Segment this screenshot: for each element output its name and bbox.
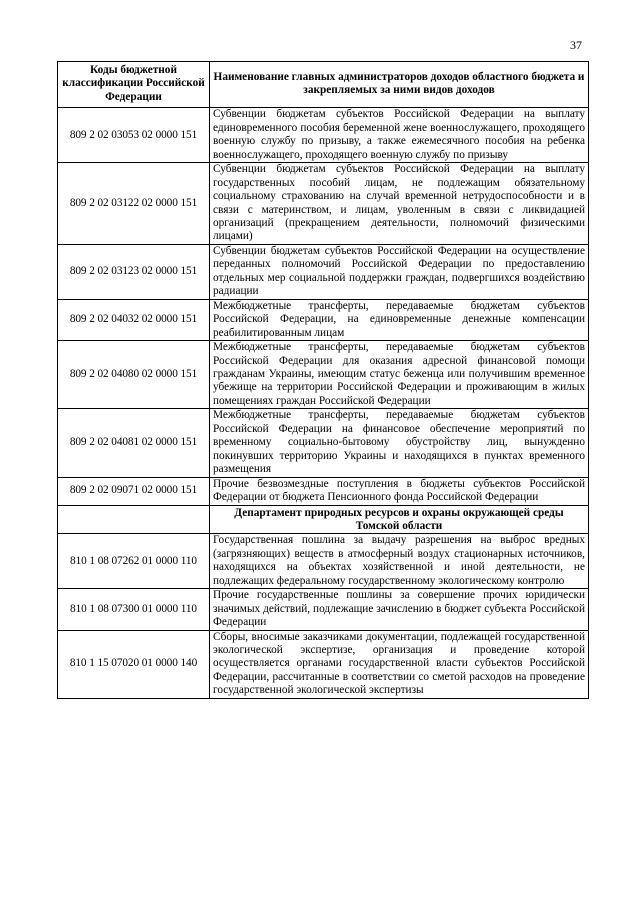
section-header-row [58,505,589,534]
revenue-description: Прочие государственные пошлины за совершение прочих юридически значимых действий, подлежащие зачислению в бюджет субъекта Российской Федерации [210,589,589,630]
revenue-description: Сборы, вносимые заказчиками документации, подлежащей государственной экологической экспертизе, организация и проведение которой осуществляется органами государственной власти субъектов Российской Федерации, рассчитанные в соответствии со сметой расходов на проведение государственной экологической экспертизы [210,630,589,698]
revenue-description: Государственная пошлина за выдачу разрешения на выброс вредных (загрязняющих) веществ в атмосферный воздух стационарных источников, находящихся на объектах хозяйственной и иной деятельности, не подлежащих федеральному государственному экологическому контролю [210,534,589,589]
table-row [58,630,589,698]
budget-code: 809 2 02 09071 02 0000 151 [58,477,210,505]
header-codes: Коды бюджетной классификации Российской Федерации [58,62,210,108]
revenue-description: Межбюджетные трансферты, передаваемые бюджетам субъектов Российской Федерации, на единовременные денежные компенсации реабилитированным лицам [210,299,589,340]
budget-code: 810 1 15 07020 01 0000 140 [58,630,210,698]
page-number: 37 [570,38,582,52]
section-title: Департамент природных ресурсов и охраны окружающей среды Томской области [210,505,589,534]
table-row [58,409,589,477]
budget-codes-table [57,61,589,699]
revenue-description: Прочие безвозмездные поступления в бюджеты субъектов Российской Федерации от бюджета Пенсионного фонда Российской Федерации [210,477,589,505]
table-row [58,341,589,409]
budget-code: 809 2 02 04032 02 0000 151 [58,299,210,340]
budget-code: 809 2 02 04080 02 0000 151 [58,341,210,409]
budget-code [58,505,210,534]
revenue-description: Субвенции бюджетам субъектов Российской Федерации на выплату единовременного пособия беременной жене военнослужащего, проходящего военную службу по призыву, а также ежемесячного пособия на ребенка военнослужащего, проходящего военную службу по призыву [210,108,589,163]
table-row [58,108,589,163]
budget-code: 809 2 02 04081 02 0000 151 [58,409,210,477]
revenue-description: Субвенции бюджетам субъектов Российской Федерации на выплату государственных пособий лицам, не подлежащим обязательному социальному страхованию на случай временной нетрудоспособности и в связи с материнством, и лицам, уволенным в связи с ликвидацией организаций (прекращением деятельности, полномочий физическими лицами) [210,163,589,245]
table-row [58,163,589,245]
header-names: Наименование главных администраторов доходов областного бюджета и закрепляемых за ними видов доходов [210,62,589,108]
table-header-row [58,62,589,108]
revenue-description: Субвенции бюджетам субъектов Российской Федерации на осуществление переданных полномочий Российской Федерации по предоставлению отдельных мер социальной поддержки граждан, подвергшихся воздействию радиации [210,244,589,299]
table-row [58,477,589,505]
budget-code: 810 1 08 07262 01 0000 110 [58,534,210,589]
revenue-description: Межбюджетные трансферты, передаваемые бюджетам субъектов Российской Федерации на финансовое обеспечение мероприятий по временному социально-бытовому обустройству лиц, вынужденно покинувших территорию Украины и находящихся в пунктах временного размещения [210,409,589,477]
table-row [58,589,589,630]
budget-code: 809 2 02 03123 02 0000 151 [58,244,210,299]
budget-code: 809 2 02 03053 02 0000 151 [58,108,210,163]
table-row [58,244,589,299]
table-row [58,299,589,340]
budget-code: 809 2 02 03122 02 0000 151 [58,163,210,245]
table-row [58,534,589,589]
revenue-description: Межбюджетные трансферты, передаваемые бюджетам субъектов Российской Федерации для оказания адресной финансовой помощи гражданам Украины, имеющим статус беженца или получившим временное убежище на территории Российской Федерации и проживающим в жилых помещениях граждан Российской Федерации [210,341,589,409]
budget-code: 810 1 08 07300 01 0000 110 [58,589,210,630]
